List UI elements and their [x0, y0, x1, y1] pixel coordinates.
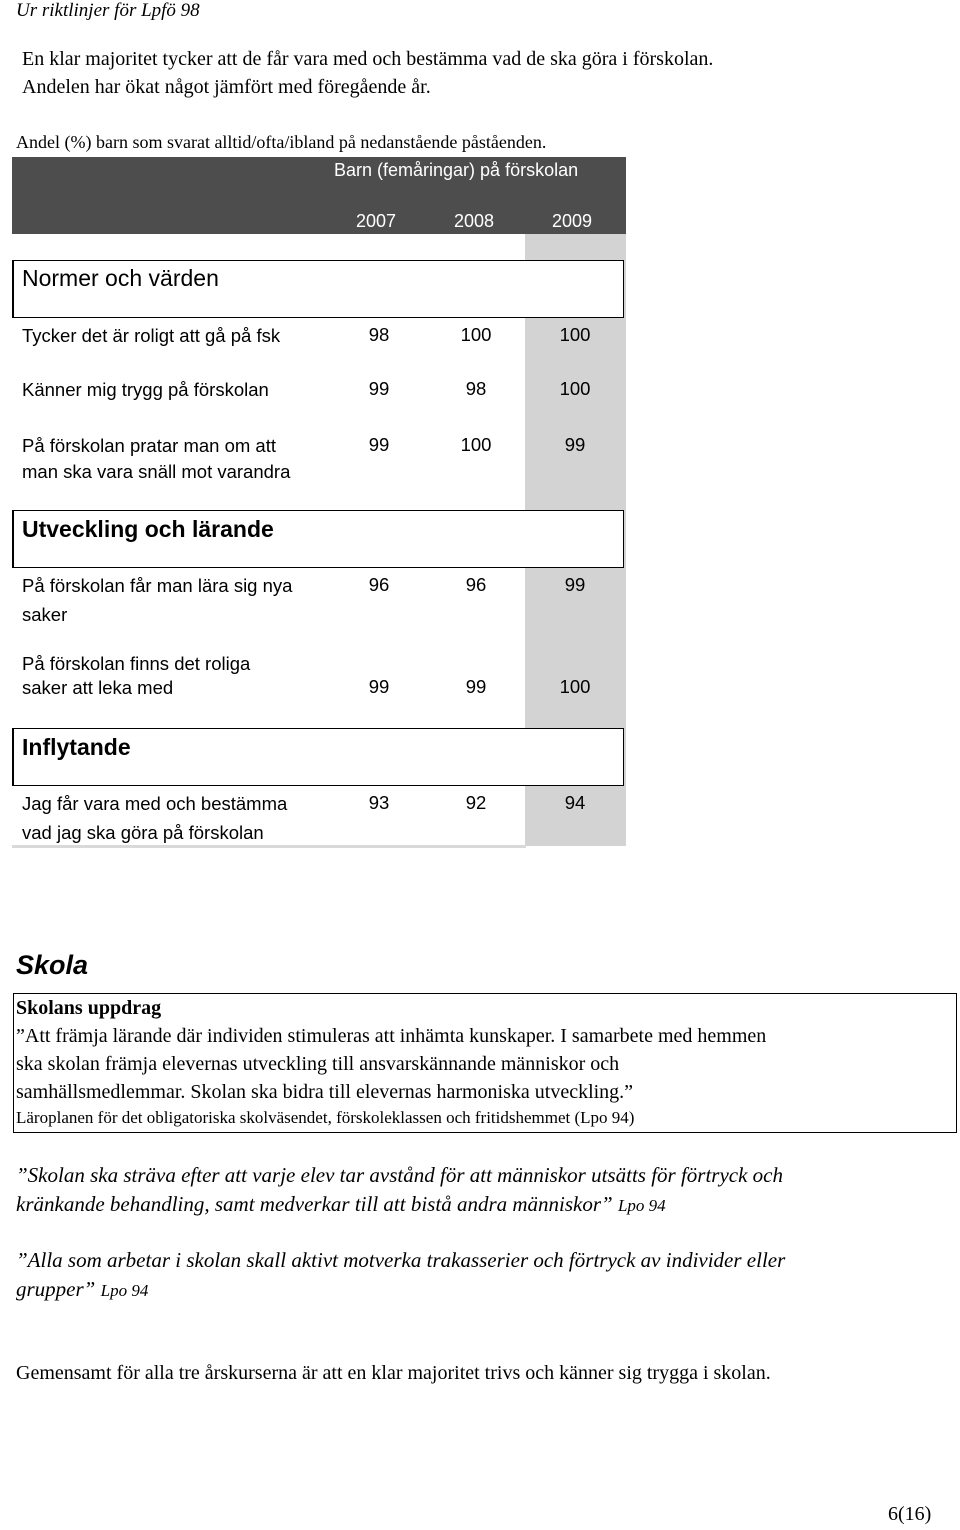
row-label: På förskolan pratar man om att — [22, 435, 276, 456]
cell-2008: 96 — [465, 574, 487, 595]
intro-text-line: Andelen har ökat något jämfört med föregående år. — [22, 76, 431, 98]
cell-2009: 99 — [564, 434, 586, 455]
cell-2008: 100 — [460, 434, 492, 455]
year-header-2008: 2008 — [454, 211, 495, 231]
section-heading: Skola — [16, 950, 89, 980]
cell-2007: 99 — [368, 434, 390, 455]
row-label: På förskolan får man lära sig nya — [22, 575, 293, 596]
cell-2009: 100 — [559, 676, 591, 697]
quote-text: kränkande behandling, samt medverkar till att bistå andra människor” — [16, 1192, 613, 1216]
row-label: Jag får vara med och bestämma — [22, 793, 288, 814]
row-label: Känner mig trygg på förskolan — [22, 379, 269, 400]
cell-2009: 100 — [559, 324, 591, 345]
section-title: Normer och värden — [22, 265, 219, 291]
closing-paragraph: Gemensamt för alla tre årskurserna är att en klar majoritet trivs och känner sig trygga i skolan. — [16, 1362, 771, 1384]
cell-2009: 99 — [564, 574, 586, 595]
row-label: saker — [22, 604, 68, 625]
running-header: Ur riktlinjer för Lpfö 98 — [16, 0, 200, 21]
cell-2007: 93 — [368, 792, 390, 813]
mission-text-line: samhällsmedlemmar. Skolan ska bidra till elevernas harmoniska utveckling.” — [16, 1081, 634, 1103]
quote-line — [16, 1277, 148, 1302]
quote-text: grupper” — [16, 1277, 96, 1301]
table-bottom-rule — [12, 845, 526, 848]
intro-text-line: En klar majoritet tycker att de får vara med och bestämma vad de ska göra i förskolan. — [22, 48, 714, 70]
quote-source: Lpo 94 — [617, 1196, 666, 1215]
quote-source: Lpo 94 — [100, 1281, 149, 1300]
row-label: Tycker det är roligt att gå på fsk — [22, 325, 281, 346]
mission-source: Läroplanen för det obligatoriska skolväsendet, förskoleklassen och fritidshemmet (Lpo 94) — [16, 1108, 635, 1127]
table-caption: Andel (%) barn som svarat alltid/ofta/ibland på nedanstående påståenden. — [16, 132, 547, 152]
year-header-2009: 2009 — [552, 211, 593, 231]
cell-2007: 99 — [368, 378, 390, 399]
cell-2009: 100 — [559, 378, 591, 399]
cell-2008: 92 — [465, 792, 487, 813]
quote-line — [16, 1192, 666, 1217]
cell-2009: 94 — [564, 792, 586, 813]
quote-line: ”Skolan ska sträva efter att varje elev tar avstånd för att människor utsätts för förtryck och — [16, 1163, 784, 1187]
row-label: På förskolan finns det roliga — [22, 653, 251, 674]
cell-2007: 99 — [368, 676, 390, 697]
quote-line: ”Alla som arbetar i skolan skall aktivt motverka trakasserier och förtryck av individer eller — [16, 1248, 786, 1272]
cell-2007: 98 — [368, 324, 390, 345]
year-header-2007: 2007 — [356, 211, 397, 231]
mission-title: Skolans uppdrag — [16, 997, 162, 1019]
mission-text-line: ska skolan främja elevernas utveckling till ansvarskännande människor och — [16, 1053, 620, 1075]
table-group-title: Barn (femåringar) på förskolan — [334, 160, 579, 180]
page-number: 6(16) — [888, 1503, 932, 1525]
row-label: man ska vara snäll mot varandra — [22, 461, 291, 482]
row-label: vad jag ska göra på förskolan — [22, 822, 264, 843]
section-title: Inflytande — [22, 734, 131, 760]
section-title: Utveckling och lärande — [22, 516, 274, 542]
cell-2008: 99 — [465, 676, 487, 697]
row-label: saker att leka med — [22, 677, 174, 698]
mission-text-line: ”Att främja lärande där individen stimuleras att inhämta kunskaper. I samarbete med hemmen — [16, 1025, 767, 1047]
cell-2008: 100 — [460, 324, 492, 345]
cell-2008: 98 — [465, 378, 487, 399]
cell-2007: 96 — [368, 574, 390, 595]
